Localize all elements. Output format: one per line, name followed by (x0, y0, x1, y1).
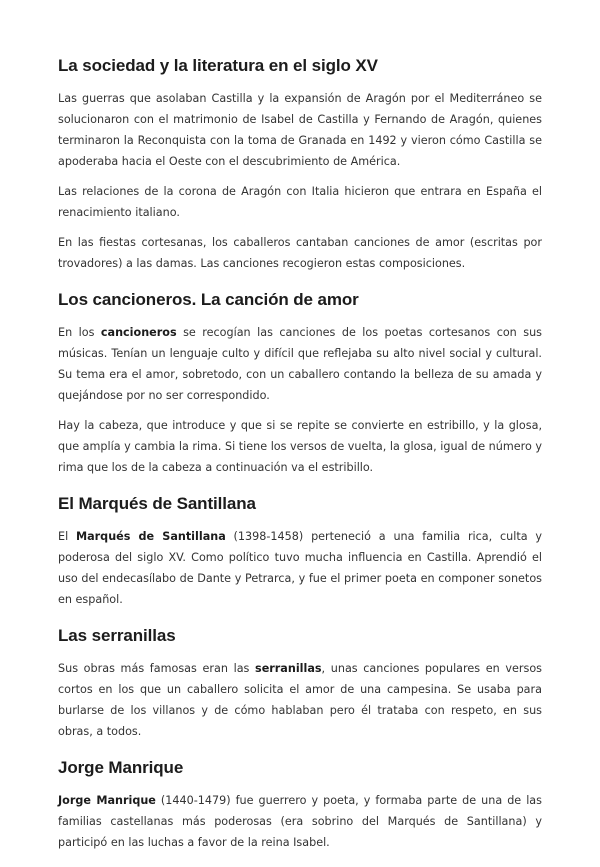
text-run: El (58, 530, 76, 543)
section-heading: La sociedad y la literatura en el siglo XV (58, 56, 378, 75)
paragraph: En las fiestas cortesanas, los caballeros cantaban canciones de amor (escritas por trovadores) a las damas. Las canciones recogieron estas composiciones. (58, 236, 542, 270)
paragraph (58, 526, 542, 610)
section-heading: Jorge Manrique (58, 758, 184, 777)
text-run: (1398-1458) perteneció a una familia rica, culta y poderosa del siglo XV. Como político tuvo mucha influencia en Castilla. Aprendió el uso del endecasílabo de Dante y Petrarca, y fue el primer poeta en componer sonetos en español. (58, 530, 543, 606)
paragraph (58, 322, 542, 406)
bold-term: cancioneros (100, 326, 177, 339)
bold-term: Jorge Manrique (58, 794, 156, 807)
paragraph: Las guerras que asolaban Castilla y la expansión de Aragón por el Mediterráneo se solucionaron con el matrimonio de Isabel de Castilla y Fernando de Aragón, quienes terminaron la Reconquista con la toma de Granada en 1492 y vieron cómo Castilla se apoderaba hacia el Oeste con el descubrimiento de América. (58, 92, 542, 168)
section-serranillas (58, 624, 542, 742)
paragraph: Las relaciones de la corona de Aragón con Italia hicieron que entrara en España el renacimiento italiano. (58, 185, 542, 219)
section-sociedad-literatura (58, 54, 542, 274)
section-jorge-manrique (58, 756, 542, 853)
text-run: En los (58, 326, 101, 339)
text-run: se recogían las canciones de los poetas cortesanos con sus músicas. Tenían un lenguaje culto y difícil que reflejaba su alto nivel social y cultural. Su tema era el amor, sobretodo, con un caballero contando la belleza de su amada y quejándose por no ser correspondido. (58, 326, 542, 402)
paragraph: Hay la cabeza, que introduce y que si se repite se convierte en estribillo, y la glosa, que amplía y cambia la rima. Si tiene los versos de vuelta, la glosa, igual de número y rima que los de la cabeza a continuación va el estribillo. (58, 419, 542, 474)
bold-term: serranillas (255, 662, 322, 675)
document-page (58, 54, 542, 867)
text-run: (1440-1479) fue guerrero y poeta, y formaba parte de una de las familias castellanas más poderosas (era sobrino del Marqués de Santillana) y participó en las luchas a favor de la reina Isabel. (58, 794, 542, 849)
section-cancioneros (58, 288, 542, 478)
text-run: Sus obras más famosas eran las (58, 662, 256, 675)
section-heading: Las serranillas (58, 626, 176, 645)
paragraph (58, 790, 542, 853)
section-heading: Los cancioneros. La canción de amor (58, 290, 359, 309)
text-run: , unas canciones populares en versos cortos en los que un caballero solicita el amor de una campesina. Se usaba para burlarse de los villanos y de cómo hablaban pero él trataba con respeto, en sus obras, a todos. (58, 662, 542, 738)
bold-term: Marqués de Santillana (75, 530, 226, 543)
section-marques-santillana (58, 492, 542, 610)
paragraph (58, 658, 542, 742)
section-heading: El Marqués de Santillana (58, 494, 256, 513)
